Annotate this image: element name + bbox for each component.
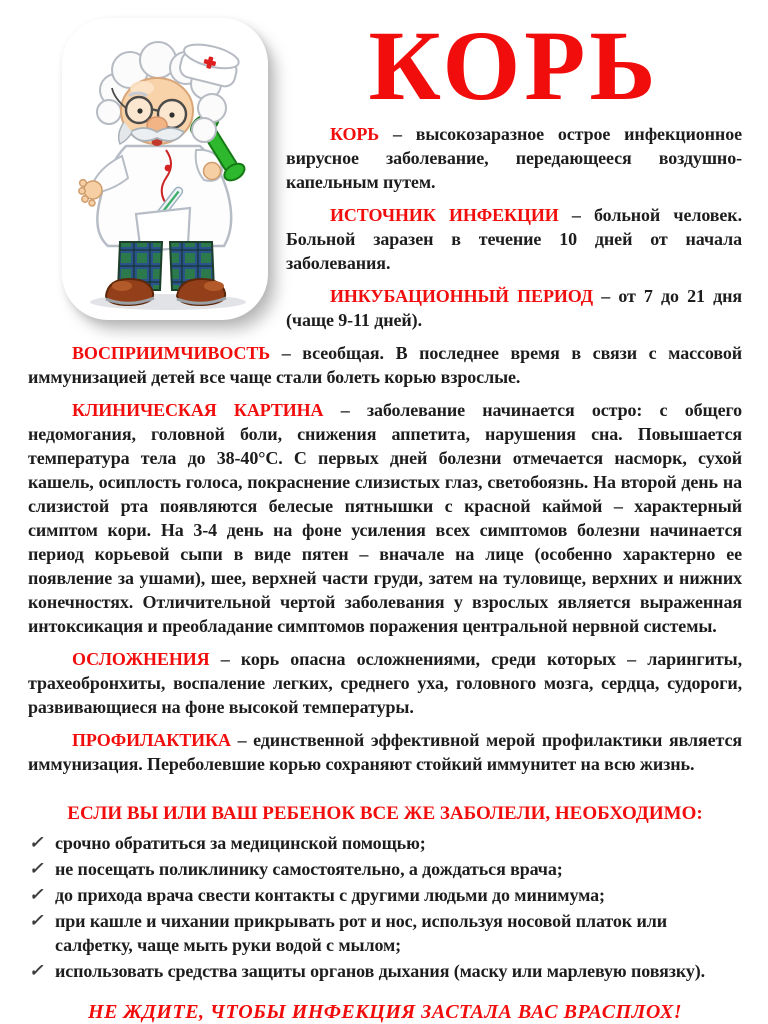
list-item <box>28 909 742 957</box>
check-icon: ✓ <box>29 833 44 852</box>
list-item <box>28 883 742 907</box>
section-heading-clinical-picture: КЛИНИЧЕСКАЯ КАРТИНА <box>72 400 324 420</box>
check-icon: ✓ <box>29 961 44 980</box>
check-icon: ✓ <box>29 859 44 878</box>
paragraph-clinical-picture <box>28 398 742 638</box>
paragraph-complications <box>28 647 742 719</box>
section-body: – заболевание начинается остро: с общего недомогания, головной боли, снижения аппетита, нарушения сна. Повышается температура тела до 38-40°С. С первых дней болезни отмечается насморк, сухой кашель, осиплость голоса, покраснение слизистых глаз, светобоязнь. На второй день на слизистой рта появляются белесые пятнышки с красной каймой – характерный симптом кори. На 3-4 день на фоне усиления всех симптомов болезни начинается период корьевой сыпи в виде пятен – вначале на лице (особенно характерно ее появление за ушами), шее, верхней части груди, затем на туловище, верхних и нижних конечностях. Отличительной чертой заболевания у взрослых является выраженная интоксикация и преобладание симптомов поражения центральной нервной системы. <box>28 400 742 636</box>
warning-footer: НЕ ЖДИТЕ, ЧТОБЫ ИНФЕКЦИЯ ЗАСТАЛА ВАС ВРАСПЛОХ! <box>88 1001 682 1023</box>
section-body: – высокозаразное острое инфекционное вирусное заболевание, передающееся воздушно-капельным путем. <box>286 124 742 192</box>
section-heading-infection-source: ИСТОЧНИК ИНФЕКЦИИ <box>330 205 559 225</box>
section-heading-incubation-period: ИНКУБАЦИОННЫЙ ПЕРИОД <box>330 286 594 306</box>
section-body: – корь опасна осложнениями, среди которых – ларингиты, трахеобронхиты, воспаление легких, среднего уха, головного мозга, сердца, судороги, развивающиеся на фоне высокой температуры. <box>28 649 742 717</box>
list-item <box>28 959 742 983</box>
checklist-item-text: при кашле и чихании прикрывать рот и нос, используя носовой платок или салфетку, чаще мыть руки водой с мылом; <box>55 911 668 955</box>
section-body: – всеобщая. В последнее время в связи с массовой иммунизацией детей все чаще стали болеть корью взрослые. <box>28 343 743 387</box>
section-body: – больной человек. Больной заразен в течение 10 дней от начала заболевания. <box>286 205 742 273</box>
section-body: – от 7 до 21 дня (чаще 9-11 дней). <box>286 286 742 330</box>
check-icon: ✓ <box>29 911 44 930</box>
list-item <box>28 857 742 881</box>
checklist-items <box>28 831 742 983</box>
checklist-item-text: не посещать поликлинику самостоятельно, а дождаться врача; <box>55 859 563 879</box>
list-item <box>28 831 742 855</box>
doctor-fist <box>204 163 221 180</box>
section-heading-measles: КОРЬ <box>330 124 380 144</box>
section-heading-prevention: ПРОФИЛАКТИКА <box>72 730 231 750</box>
checklist-item-text: до прихода врача свести контакты с другими людьми до минимума; <box>55 885 605 905</box>
paragraph-susceptibility <box>28 341 742 389</box>
checklist-item-text: использовать средства защиты органов дыхания (маску или марлевую повязку). <box>55 961 706 981</box>
page-title: КОРЬ <box>368 10 660 121</box>
section-heading-complications: ОСЛОЖНЕНИЯ <box>72 649 210 669</box>
check-icon: ✓ <box>29 885 44 904</box>
section-body: – единственной эффективной мерой профилактики является иммунизация. Переболевшие корью сохраняют стойкий иммунитет на всю жизнь. <box>28 730 742 774</box>
doctor-illustration-card <box>62 18 268 320</box>
cartoon-doctor-icon <box>62 18 268 320</box>
paragraph-prevention <box>28 728 742 776</box>
checklist-item-text: срочно обратиться за медицинской помощью; <box>55 833 426 853</box>
section-heading-susceptibility: ВОСПРИИМЧИВОСТЬ <box>72 343 271 363</box>
if-sick-checklist <box>28 802 742 983</box>
checklist-heading: ЕСЛИ ВЫ ИЛИ ВАШ РЕБЕНОК ВСЕ ЖЕ ЗАБОЛЕЛИ, НЕОБХОДИМО: <box>67 803 703 824</box>
